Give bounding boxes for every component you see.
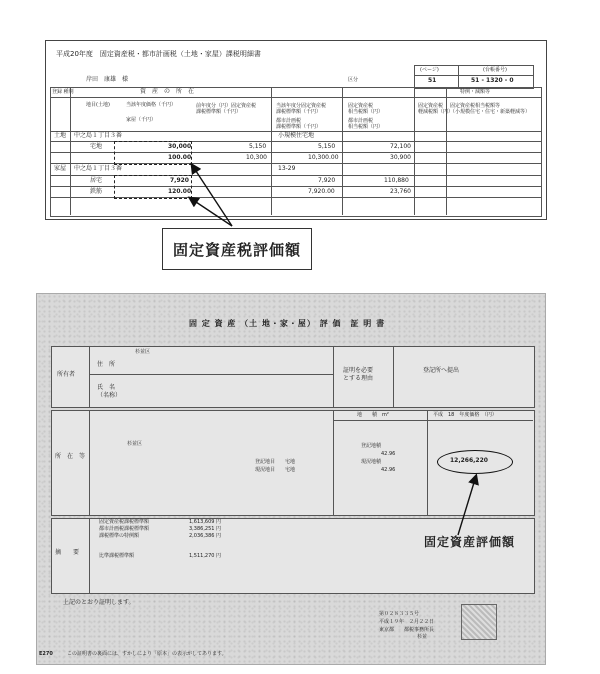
name-label: 氏 名 （名称） — [97, 384, 122, 399]
page-number: 51 — [428, 77, 437, 84]
ref-number: 51 - 1320 - 0 — [471, 77, 514, 84]
hdr-cur-base: 当該年度分固定資産税 課税標準額（千円） — [276, 103, 327, 115]
row-house-c2b: 7,920.00 — [308, 188, 335, 195]
page-label: (ページ) — [420, 67, 439, 73]
row-house-c3b: 23,760 — [390, 188, 411, 195]
hdr-prev-base: 前年度分（円）固定資産税 課税標準額（千円） — [196, 103, 257, 115]
summary-item-4-label: 比準課税標準額 — [99, 553, 135, 559]
row-land-c3b: 30,900 — [390, 154, 411, 161]
reg-area: 42.96 — [381, 451, 396, 457]
district-label: 区分 — [348, 77, 359, 83]
row-land-c2: 5,150 — [318, 143, 336, 150]
row-land-c1b: 10,300 — [246, 154, 267, 161]
row-land-area: 100.00 — [168, 154, 192, 161]
row-land-kind: 宅地 — [90, 143, 103, 150]
row-land-group: 土地 — [54, 132, 67, 139]
summary-item-1-value: 1,613,609 円 — [189, 519, 222, 525]
owner-name: 岸田 康雄 様 — [86, 76, 129, 83]
row-land-location: 中之島１丁目３番 — [74, 132, 123, 139]
address-label: 住 所 — [97, 361, 116, 368]
summary-item-3-label: 課税標準の特例額 — [99, 533, 140, 539]
row-house-value: 7,920 — [170, 177, 189, 184]
registered-type: 登記地目 宅地 — [255, 459, 296, 465]
row-land-c2b: 10,300.00 — [308, 154, 339, 161]
location-label: 所 在 等 — [55, 453, 86, 460]
cert-number: 第０２８３３５号 — [379, 611, 420, 617]
row-house-c3: 110,880 — [384, 177, 409, 184]
issuer: 東京都 都税事務所長 — [379, 627, 435, 633]
area-header: 地 積 m² — [357, 412, 389, 418]
hdr-location: 資 産 の 所 在 — [140, 88, 195, 95]
purpose-value: 登記所へ提出 — [423, 367, 460, 374]
summary-item-2-label: 都市計画税課税標準額 — [99, 526, 150, 532]
reg-area-label: 登記地積 — [361, 443, 382, 449]
row-house-kind: 居宅 — [90, 177, 103, 184]
callout-tax-assessment — [162, 228, 312, 270]
callout-assessment-value: 固定資産評価額 — [424, 535, 516, 549]
row-land-value: 30,000 — [168, 143, 192, 150]
row-house-area: 120.00 — [168, 188, 192, 195]
certify-text: 上記のとおり証明します。 — [63, 599, 135, 606]
row-house-group: 家屋 — [54, 165, 67, 172]
page-code: E270 — [39, 651, 53, 657]
row-house-note: 13-29 — [278, 165, 296, 172]
address-value: 杉並区 — [135, 349, 151, 355]
hdr-current-value: 当該年度価格（千円） — [126, 102, 177, 108]
owner-panel — [51, 346, 535, 408]
cur-area: 42.96 — [381, 467, 396, 473]
summary-item-1-label: 固定資産税課税標準額 — [99, 519, 150, 525]
cert-title: 固 定 資 産 （土 地・家・屋） 評 価 証 明 書 — [189, 319, 386, 328]
callout-tax-assessment-label: 固定資産税評価額 — [172, 240, 301, 259]
hdr-land-type: 地目(土地) — [86, 102, 110, 108]
hdr-city-base: 都市計画税 課税標準額（千円） — [276, 118, 322, 130]
price-header: 平成 18 年度価格 （円） — [433, 412, 497, 418]
hdr-tax-special: 固定資産税相当税額等 （小規模住宅・住宅・新築軽減等） — [450, 103, 531, 115]
row-land-c1: 5,150 — [249, 143, 267, 150]
owner-label: 所有者 — [57, 371, 76, 378]
row-land-note: 小規模住宅地 — [278, 132, 315, 139]
cur-area-label: 現況地積 — [361, 459, 382, 465]
price-value: 12,266,220 — [450, 457, 488, 464]
issuer-area: 杉並 — [417, 634, 428, 640]
cert-date: 平成１９年 ２月２２日 — [379, 619, 435, 625]
row-house-c2: 7,920 — [318, 177, 336, 184]
footnote: この証明書の裏面には、すかしにより「原本」の表示がしてあります。 — [67, 651, 227, 657]
row-house-kind2: 鉄筋 — [90, 188, 103, 195]
callout2-arrow — [0, 440, 600, 550]
hdr-tax-reduce: 固定資産税 軽減税額（円） — [418, 103, 454, 115]
hdr-tax-equiv: 固定資産税 相当税額（円） — [348, 103, 384, 115]
hdr-house: 家屋（千円） — [126, 117, 157, 123]
purpose-label: 証明を必要 とする理由 — [343, 367, 374, 383]
official-seal-stamp — [461, 604, 497, 640]
ref-label: (台帳番号) — [483, 67, 507, 73]
summary-label: 摘 要 — [55, 549, 80, 556]
summary-item-3-value: 2,036,386 円 — [189, 533, 222, 539]
row-house-location: 中之島１丁目３番 — [74, 165, 123, 172]
summary-item-4-value: 1,511,270 円 — [189, 553, 222, 559]
current-type: 現況地目 宅地 — [255, 467, 296, 473]
location-value: 杉並区 — [127, 441, 143, 447]
hdr-kind: 登録 種別 — [52, 89, 74, 95]
hdr-city-tax: 都市計画税 相当税額（円） — [348, 118, 384, 130]
summary-item-2-value: 3,386,251 円 — [189, 526, 222, 532]
hdr-special: 特例・減額等 — [460, 89, 491, 95]
notice-title: 平成20年度 固定資産税・都市計画税（土地・家屋）課税明細書 — [56, 50, 261, 58]
row-land-c3: 72,100 — [390, 143, 411, 150]
